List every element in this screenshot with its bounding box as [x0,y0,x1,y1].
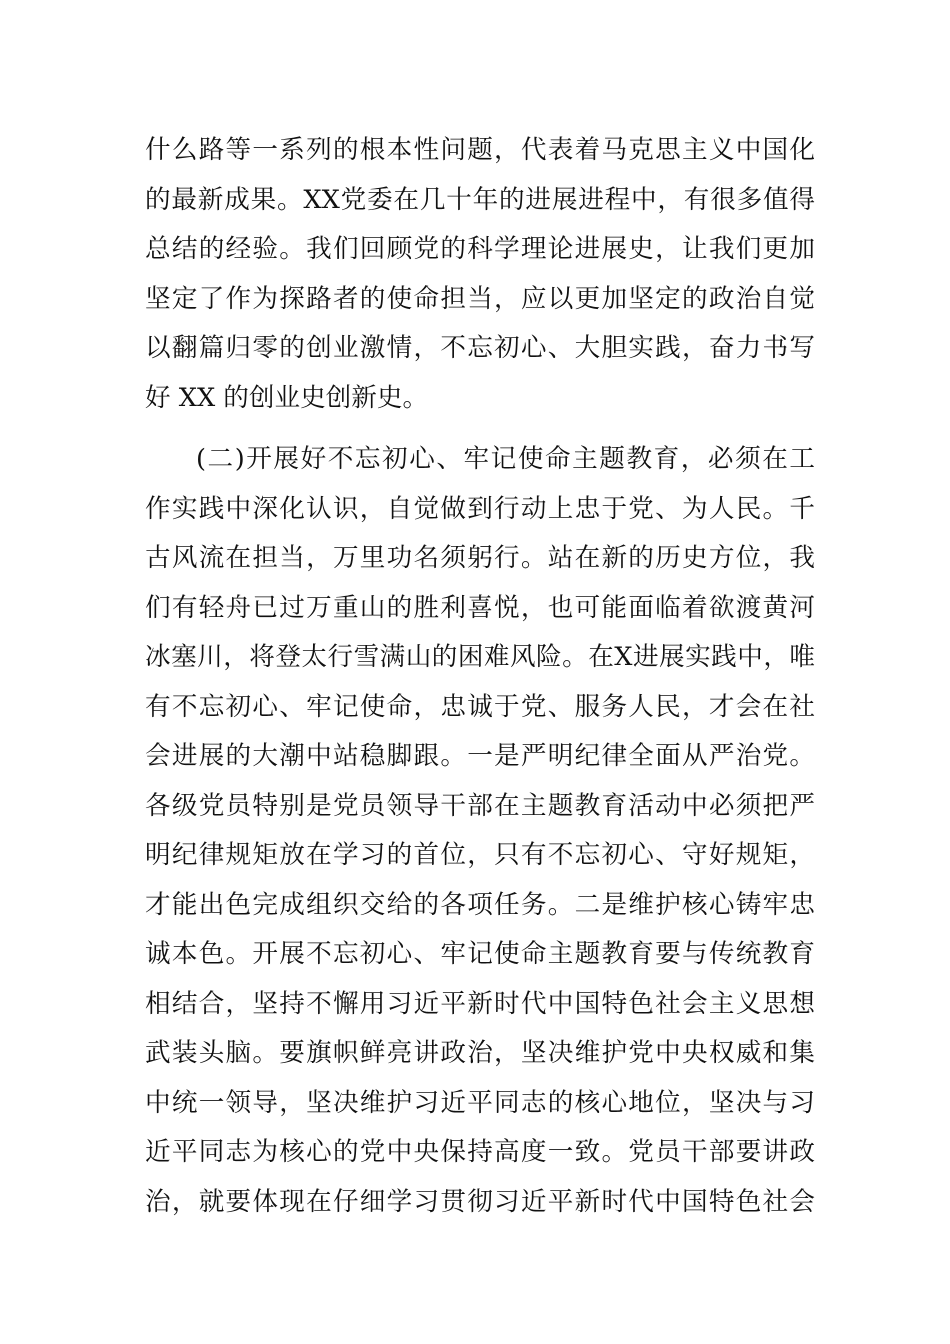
text-line: 中统一领导，坚决维护习近平同志的核心地位，坚决与习 [145,1087,815,1118]
text-line: 会进展的大潮中站稳脚跟。一是严明纪律全面从严治党。 [145,741,815,771]
text-line: 什么路等一系列的根本性问题，代表着马克思主义中国化 [145,135,815,165]
text-line: 才能出色完成组织交给的各项任务。二是维护核心铸牢忠 [145,889,815,920]
text-line: 古风流在担当，万里功名须躬行。站在新的历史方位，我 [145,543,815,573]
text-line: 治，就要体现在仔细学习贯彻习近平新时代中国特色社会 [145,1186,815,1217]
text-line: 冰塞川，将登太行雪满山的困难风险。在X进展实践中，唯 [145,642,815,672]
text-line: 有不忘初心、牢记使命，忠诚于党、服务人民，才会在社 [145,691,815,722]
text-line: 坚定了作为探路者的使命担当，应以更加坚定的政治自觉 [145,283,815,314]
text-line: 武装头脑。要旗帜鲜亮讲政治，坚决维护党中央权威和集 [145,1038,815,1068]
paragraph-2 [145,435,815,1227]
paragraph-1 [145,126,815,423]
text-line: 作实践中深化认识，自觉做到行动上忠于党、为人民。千 [145,493,815,524]
text-line: 相结合，坚持不懈用习近平新时代中国特色社会主义思想 [145,988,815,1019]
text-line: 各级党员特别是党员领导干部在主题教育活动中必须把严 [145,790,815,821]
text-line: 近平同志为核心的党中央保持高度一致。党员干部要讲政 [145,1137,815,1167]
document-body [145,126,815,1227]
text-line: (二)开展好不忘初心、牢记使命主题教育，必须在工 [196,444,815,474]
text-line: 明纪律规矩放在学习的首位，只有不忘初心、守好规矩， [145,840,815,870]
text-line: 的最新成果。XX党委在几十年的进展进程中，有很多值得 [145,184,815,215]
text-line: 以翻篇归零的创业激情，不忘初心、大胆实践，奋力书写 [145,333,815,363]
text-line: 好 XX 的创业史创新史。 [145,382,429,413]
text-line: 总结的经验。我们回顾党的科学理论进展史，让我们更加 [145,234,815,264]
text-line: 诚本色。开展不忘初心、牢记使命主题教育要与传统教育 [145,939,815,969]
text-line: 们有轻舟已过万重山的胜利喜悦，也可能面临着欲渡黄河 [145,592,815,623]
